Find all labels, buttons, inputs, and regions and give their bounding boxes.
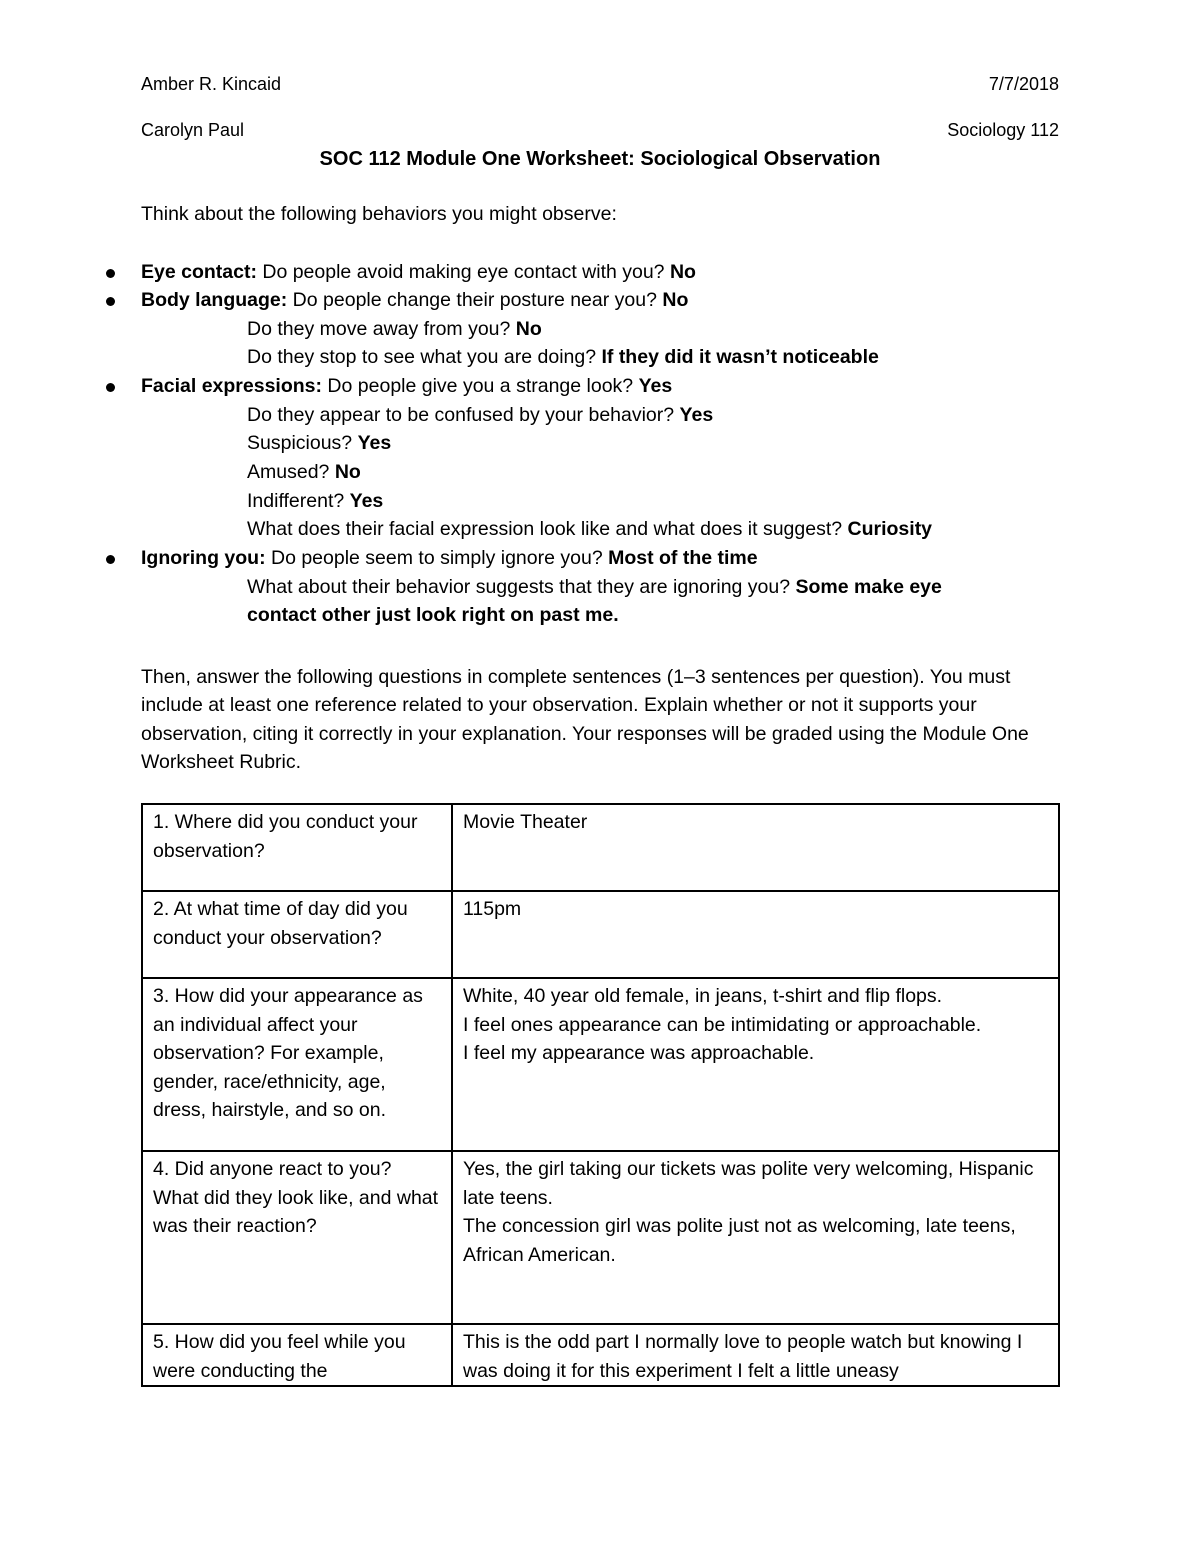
instructions-paragraph: Then, answer the following questions in complete sentences (1–3 sentences per question). You must include at least one reference related to your observation. Explain whether or not it supports your observation, citing it correctly in your explanation. Your responses will be graded using the Module One Worksheet Rubric. bbox=[141, 666, 1029, 774]
question-cell: 1. Where did you conduct your observation? bbox=[142, 804, 452, 891]
question-cell: 3. How did your appearance as an individual affect your observation? For example, gender, race/ethnicity, age, dress, hairstyle, and so on. bbox=[142, 978, 452, 1151]
answer-cell bbox=[452, 978, 1059, 1151]
page-title: SOC 112 Module One Worksheet: Sociological Observation bbox=[319, 148, 881, 170]
ignoring-behavior: What about their behavior suggests that they are ignoring you? Some make eye bbox=[247, 576, 942, 598]
question-cell: 4. Did anyone react to you? What did they look like, and what was their reaction? bbox=[142, 1151, 452, 1324]
facial-indifferent: Indifferent? Yes bbox=[247, 490, 384, 512]
table-row bbox=[142, 1324, 1059, 1386]
facial-suspicious: Suspicious? Yes bbox=[247, 432, 392, 454]
bullet-icon bbox=[106, 297, 115, 306]
answer-line: I feel my appearance was approachable. bbox=[463, 1042, 815, 1065]
eye-contact-item: Eye contact: Do people avoid making eye contact with you? No bbox=[141, 261, 696, 283]
author-name: Amber R. Kincaid bbox=[141, 74, 282, 94]
facial-amused: Amused? No bbox=[247, 461, 361, 483]
facial-confused: Do they appear to be confused by your behavior? Yes bbox=[247, 404, 714, 426]
course-name: Sociology 112 bbox=[947, 120, 1059, 140]
document-date: 7/7/2018 bbox=[988, 74, 1059, 94]
body-language-item: Body language: Do people change their posture near you? No bbox=[141, 289, 689, 311]
instructor-name: Carolyn Paul bbox=[141, 120, 245, 140]
intro-text: Think about the following behaviors you might observe: bbox=[141, 203, 617, 225]
answer-cell: 115pm bbox=[452, 891, 1059, 978]
answer-line: I feel ones appearance can be intimidating or approachable. bbox=[463, 1013, 982, 1036]
answer-line: Yes, the girl taking our tickets was polite very welcoming, Hispanic late teens. bbox=[463, 1158, 1034, 1209]
answer-cell: Movie Theater bbox=[452, 804, 1059, 891]
facial-suggest: What does their facial expression look like and what does it suggest? Curiosity bbox=[247, 518, 933, 540]
answer-line: White, 40 year old female, in jeans, t-shirt and flip flops. bbox=[463, 985, 943, 1007]
table-row bbox=[142, 978, 1059, 1151]
answer-cell: This is the odd part I normally love to people watch but knowing I was doing it for this experiment I felt a little uneasy bbox=[452, 1324, 1059, 1386]
bullet-icon bbox=[106, 269, 115, 278]
answer-cell bbox=[452, 1151, 1059, 1324]
ignoring-item: Ignoring you: Do people seem to simply ignore you? Most of the time bbox=[141, 547, 758, 569]
table-row bbox=[142, 1151, 1059, 1324]
question-cell: 2. At what time of day did you conduct your observation? bbox=[142, 891, 452, 978]
facial-expressions-item: Facial expressions: Do people give you a strange look? Yes bbox=[141, 375, 673, 397]
bullet-icon bbox=[106, 383, 115, 392]
table-row bbox=[142, 804, 1059, 891]
bullet-icon bbox=[106, 555, 115, 564]
question-cell: 5. How did you feel while you were conducting the bbox=[142, 1324, 452, 1386]
body-language-stop: Do they stop to see what you are doing? If they did it wasn’t noticeable bbox=[247, 346, 879, 368]
observation-table bbox=[141, 803, 1060, 1387]
table-row bbox=[142, 891, 1059, 978]
ignoring-behavior-cont: contact other just look right on past me. bbox=[247, 604, 619, 626]
answer-line: The concession girl was polite just not as welcoming, late teens, African American. bbox=[463, 1215, 1016, 1266]
body-language-move-away: Do they move away from you? No bbox=[247, 318, 542, 340]
